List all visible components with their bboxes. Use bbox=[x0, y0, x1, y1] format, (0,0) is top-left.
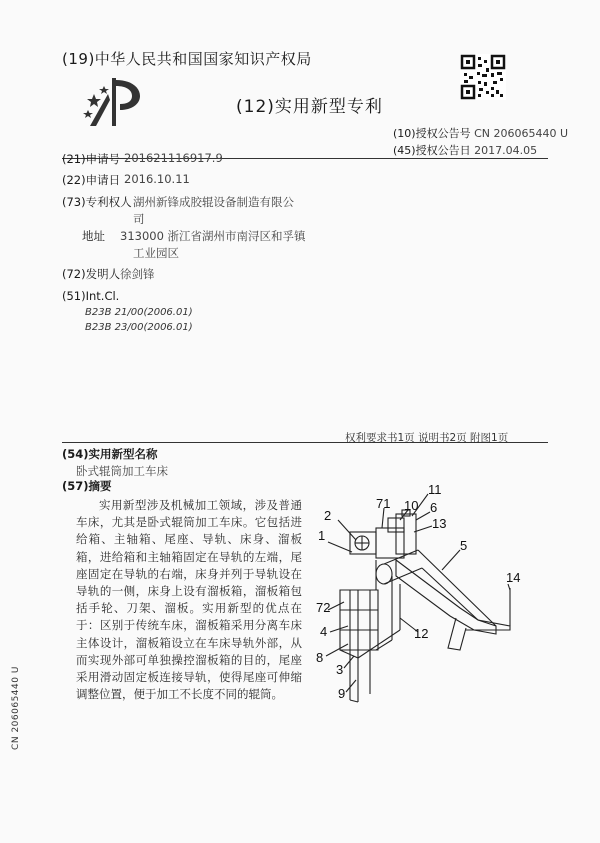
inventor: 徐剑锋 bbox=[120, 267, 155, 281]
figure-label-71: 71 bbox=[376, 496, 391, 511]
address-line2: 工业园区 bbox=[133, 246, 179, 260]
application-number-label: (21)申请号 bbox=[62, 152, 121, 166]
qr-code-icon bbox=[460, 54, 506, 100]
lathe-figure bbox=[300, 480, 540, 710]
inventor-label: (72)发明人 bbox=[62, 267, 121, 281]
address-line1: 313000 浙江省湖州市南浔区和孚镇 bbox=[120, 229, 306, 243]
side-publication-code: CN 206065440 U bbox=[10, 666, 21, 750]
figure-label-12: 12 bbox=[414, 626, 429, 641]
ipc-label: (51)Int.Cl. bbox=[62, 289, 120, 303]
figure-label-4: 4 bbox=[320, 624, 328, 639]
figure-label-72: 72 bbox=[316, 600, 331, 615]
title-label: (54)实用新型名称 bbox=[62, 447, 158, 461]
publication-number: (10)授权公告号 CN 206065440 U bbox=[393, 127, 569, 140]
figure-label-14: 14 bbox=[506, 570, 521, 585]
guide-rail bbox=[396, 560, 496, 634]
figure-label-13: 13 bbox=[432, 516, 447, 531]
document-type: (12)实用新型专利 bbox=[236, 97, 383, 117]
figure-label-11: 11 bbox=[428, 482, 442, 497]
filing-date: 2016.10.11 bbox=[124, 172, 190, 186]
cnipa-logo-icon bbox=[82, 74, 144, 132]
pages-info: 权利要求书1页 说明书2页 附图1页 bbox=[345, 432, 509, 444]
utility-model-title: 卧式辊筒加工车床 bbox=[76, 464, 168, 478]
filing-date-label: (22)申请日 bbox=[62, 173, 121, 187]
patentee-label: (73)专利权人 bbox=[62, 195, 132, 209]
ipc-class-1: B23B 21/00(2006.01) bbox=[85, 307, 193, 318]
figure-label-6: 6 bbox=[430, 500, 438, 515]
figure-label-1: 1 bbox=[318, 528, 326, 543]
figure-label-10: 10 bbox=[404, 498, 419, 513]
figure-label-2: 2 bbox=[324, 508, 332, 523]
figure-label-3: 3 bbox=[336, 662, 344, 677]
pages-divider bbox=[62, 442, 548, 443]
roller-end bbox=[376, 564, 392, 584]
figure-label-8: 8 bbox=[316, 650, 324, 665]
address-label: 地址 bbox=[82, 229, 105, 243]
figure-label-5: 5 bbox=[460, 538, 468, 553]
office-name: (19)中华人民共和国国家知识产权局 bbox=[62, 50, 312, 68]
publication-date: (45)授权公告日 2017.04.05 bbox=[393, 144, 538, 157]
application-number: 201621116917.9 bbox=[124, 151, 223, 165]
ipc-class-2: B23B 23/00(2006.01) bbox=[85, 322, 193, 333]
abstract-text: 实用新型涉及机械加工领域，涉及普通车床，尤其是卧式辊筒加工车床。它包括进给箱、主轴箱、尾座、导轨、床身、溜板箱，进给箱和主轴箱固定在导轨的左端，尾座固定在导轨的右端，床身并列于导轨设在导轨的一侧，床身上设有溜板箱，溜板箱包括手轮、刀架、溜板。实用新型的优点在于：区别于传统车床，溜板箱采用分离车床主体设计，溜板箱设立在车床导轨外部，从而实现外部可单独操控溜板箱的目的，尾座采用滑动固定板连接导轨，使得尾座可伸缩调整位置，便于加工不长度不同的辊筒。 bbox=[76, 498, 302, 702]
abstract-label: (57)摘要 bbox=[62, 479, 112, 493]
tailstock bbox=[396, 514, 416, 554]
bed-frame bbox=[340, 590, 378, 650]
patentee-line2: 司 bbox=[133, 212, 145, 226]
patentee-line1: 湖州新锋成胶辊设备制造有限公 bbox=[133, 195, 294, 209]
figure-label-9: 9 bbox=[338, 686, 346, 701]
